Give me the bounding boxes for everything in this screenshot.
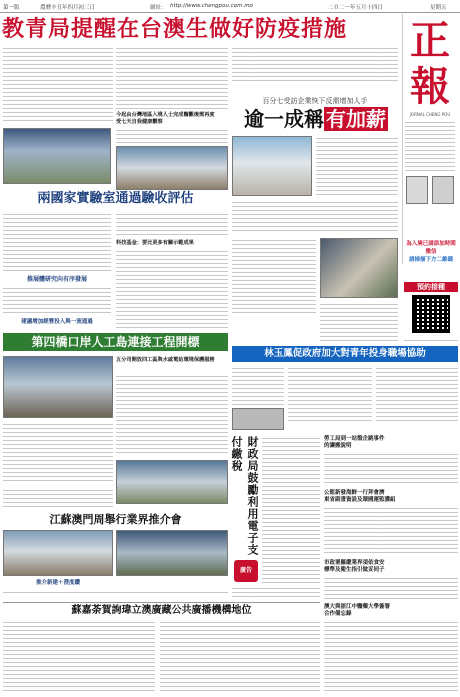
app-note [404,240,458,264]
seafood-subhead-line1: 公監新發海鮮一行拜會濟 [324,490,385,496]
lab-text-4 [3,286,111,316]
tax-vertical-title: 財政局鼓勵利用電子支付繳稅 [230,436,259,556]
app-note-line1: 為入境已請添加時間微信 [406,241,456,255]
top-bar [0,0,460,13]
qr-thumb-left [406,176,428,204]
salary-text-4 [320,302,398,342]
salary-text-2 [232,200,398,234]
bridge-text-1 [116,374,228,456]
newspaper-logo [404,18,456,110]
photo-promo-stage [116,530,228,576]
qr-thumb-right [432,176,454,204]
salary-title-part2: 有加薪 [326,107,386,131]
labour-subhead-line1: 勞工局到一站盤企跳事件 [324,436,385,442]
website-link[interactable]: http://www.chengpou.com.mo [170,3,253,9]
broadcast-text-2 [160,620,320,694]
photo-meeting-room [232,136,312,196]
youth-text-1 [232,366,284,406]
university-line1: 澳大與浙江中醫藥大學簽署 [324,604,391,610]
fund-subhead: 科技基金：要比更多有關示範成果 [116,240,194,246]
youth-text-2 [288,366,372,422]
url-label: 網址： [150,5,167,11]
food-safety-text [324,576,458,600]
sidebar-investment: 建議增加經營投入與一流通過 [21,319,93,325]
ad-stamp: 廣告 [234,560,258,582]
subhead-taiwan-line2: 受七天自我健康觀察 [116,119,163,125]
app-note-line2: 請掃描下方二維碼 [408,257,453,263]
seafood-subhead-line2: 東省副書資設及環國運監護組 [324,497,396,503]
lunar-date: 農曆辛丑年四月初三日 [40,5,96,11]
food-safety-line2: 標準及衛生指引做妥同子 [324,567,385,573]
university-subhead [324,604,458,618]
tax-text-2 [232,586,320,600]
article-education-text [3,46,113,124]
sidebar-research: 推展體研究向有序發展 [26,276,87,283]
food-safety-subhead [324,560,458,574]
page-number: 第一版 [3,5,20,11]
salary-kicker: 百分七受訪企業恢下反需增加人手 [262,97,368,105]
qr-code-icon[interactable] [412,295,450,333]
masthead-footer-text [404,338,458,344]
lab-text-2 [116,212,228,238]
labour-text [324,452,458,486]
photo-lab-visit [116,146,228,190]
lab-text-3 [116,249,228,329]
food-safety-line1: 市政署羅嚴業界須依食安 [324,560,385,566]
photo-legislator [232,408,284,430]
macau-promo-title: 江蘇澳門周舉行業界推介會 [49,513,182,526]
issue-date: 二０二一年五月十四日 [328,5,384,11]
article-education-text-3 [232,46,398,82]
weekday: 星期五 [430,5,447,11]
vaccine-booking-title: 預約接種 [404,282,458,292]
salary-title [244,107,394,131]
photo-promo-event [3,530,113,576]
salary-text-3 [232,238,316,316]
youth-text-3 [376,366,458,422]
salary-text-1 [316,136,398,196]
youth-band-title: 林玉鳳促政府加大對青年投身職場協助 [232,346,458,362]
seafood-subhead [324,490,458,504]
broadcast-title: 蘇嘉荼賀詢瑋立澳廣藏公共廣播機構地位 [3,602,320,618]
photo-conference [3,128,111,184]
tax-text-1 [262,436,320,586]
photo-bridge-meeting [3,356,113,418]
logo-text: 正報 [410,17,450,110]
article-taiwan-text [116,128,228,144]
five-zone-subhead: 五分司開放四工區與水戚電站環境保護服務 [116,357,215,363]
article-education-text-2 [116,46,228,110]
promo-subhead: 推介新建＋澄度鑽 [35,580,80,586]
university-line2: 合作備忘錄 [324,611,352,617]
labour-subhead [324,436,458,450]
bridge-text-2 [3,422,113,484]
subhead-taiwan-arrivals [116,112,228,126]
photo-bridge-site [116,460,228,504]
salary-title-part1: 逾一成稱 [244,107,324,131]
macau-text-top [3,488,113,508]
photo-street-shop [320,238,398,298]
labour-subhead-line2: 的讓搬說明 [324,443,352,449]
macau-text-bottom [3,590,228,596]
publisher-name: JORNAL CHENG POU [409,112,451,117]
main-headline: 教青局提醒在台澳生做好防疫措施 [2,16,348,42]
broadcast-text-1 [3,620,155,694]
lab-text-1 [3,212,111,274]
masthead-info [405,120,455,172]
lab-title: 兩國家實驗室通過驗收評估 [37,191,194,206]
seafood-text [324,506,458,556]
university-text [324,620,458,694]
subhead-taiwan-line1: 今起由台灣地區入境人士完成醫觀後需再度 [116,112,215,118]
bridge-band-title: 第四橋口岸人工島連接工程開標 [3,333,228,351]
